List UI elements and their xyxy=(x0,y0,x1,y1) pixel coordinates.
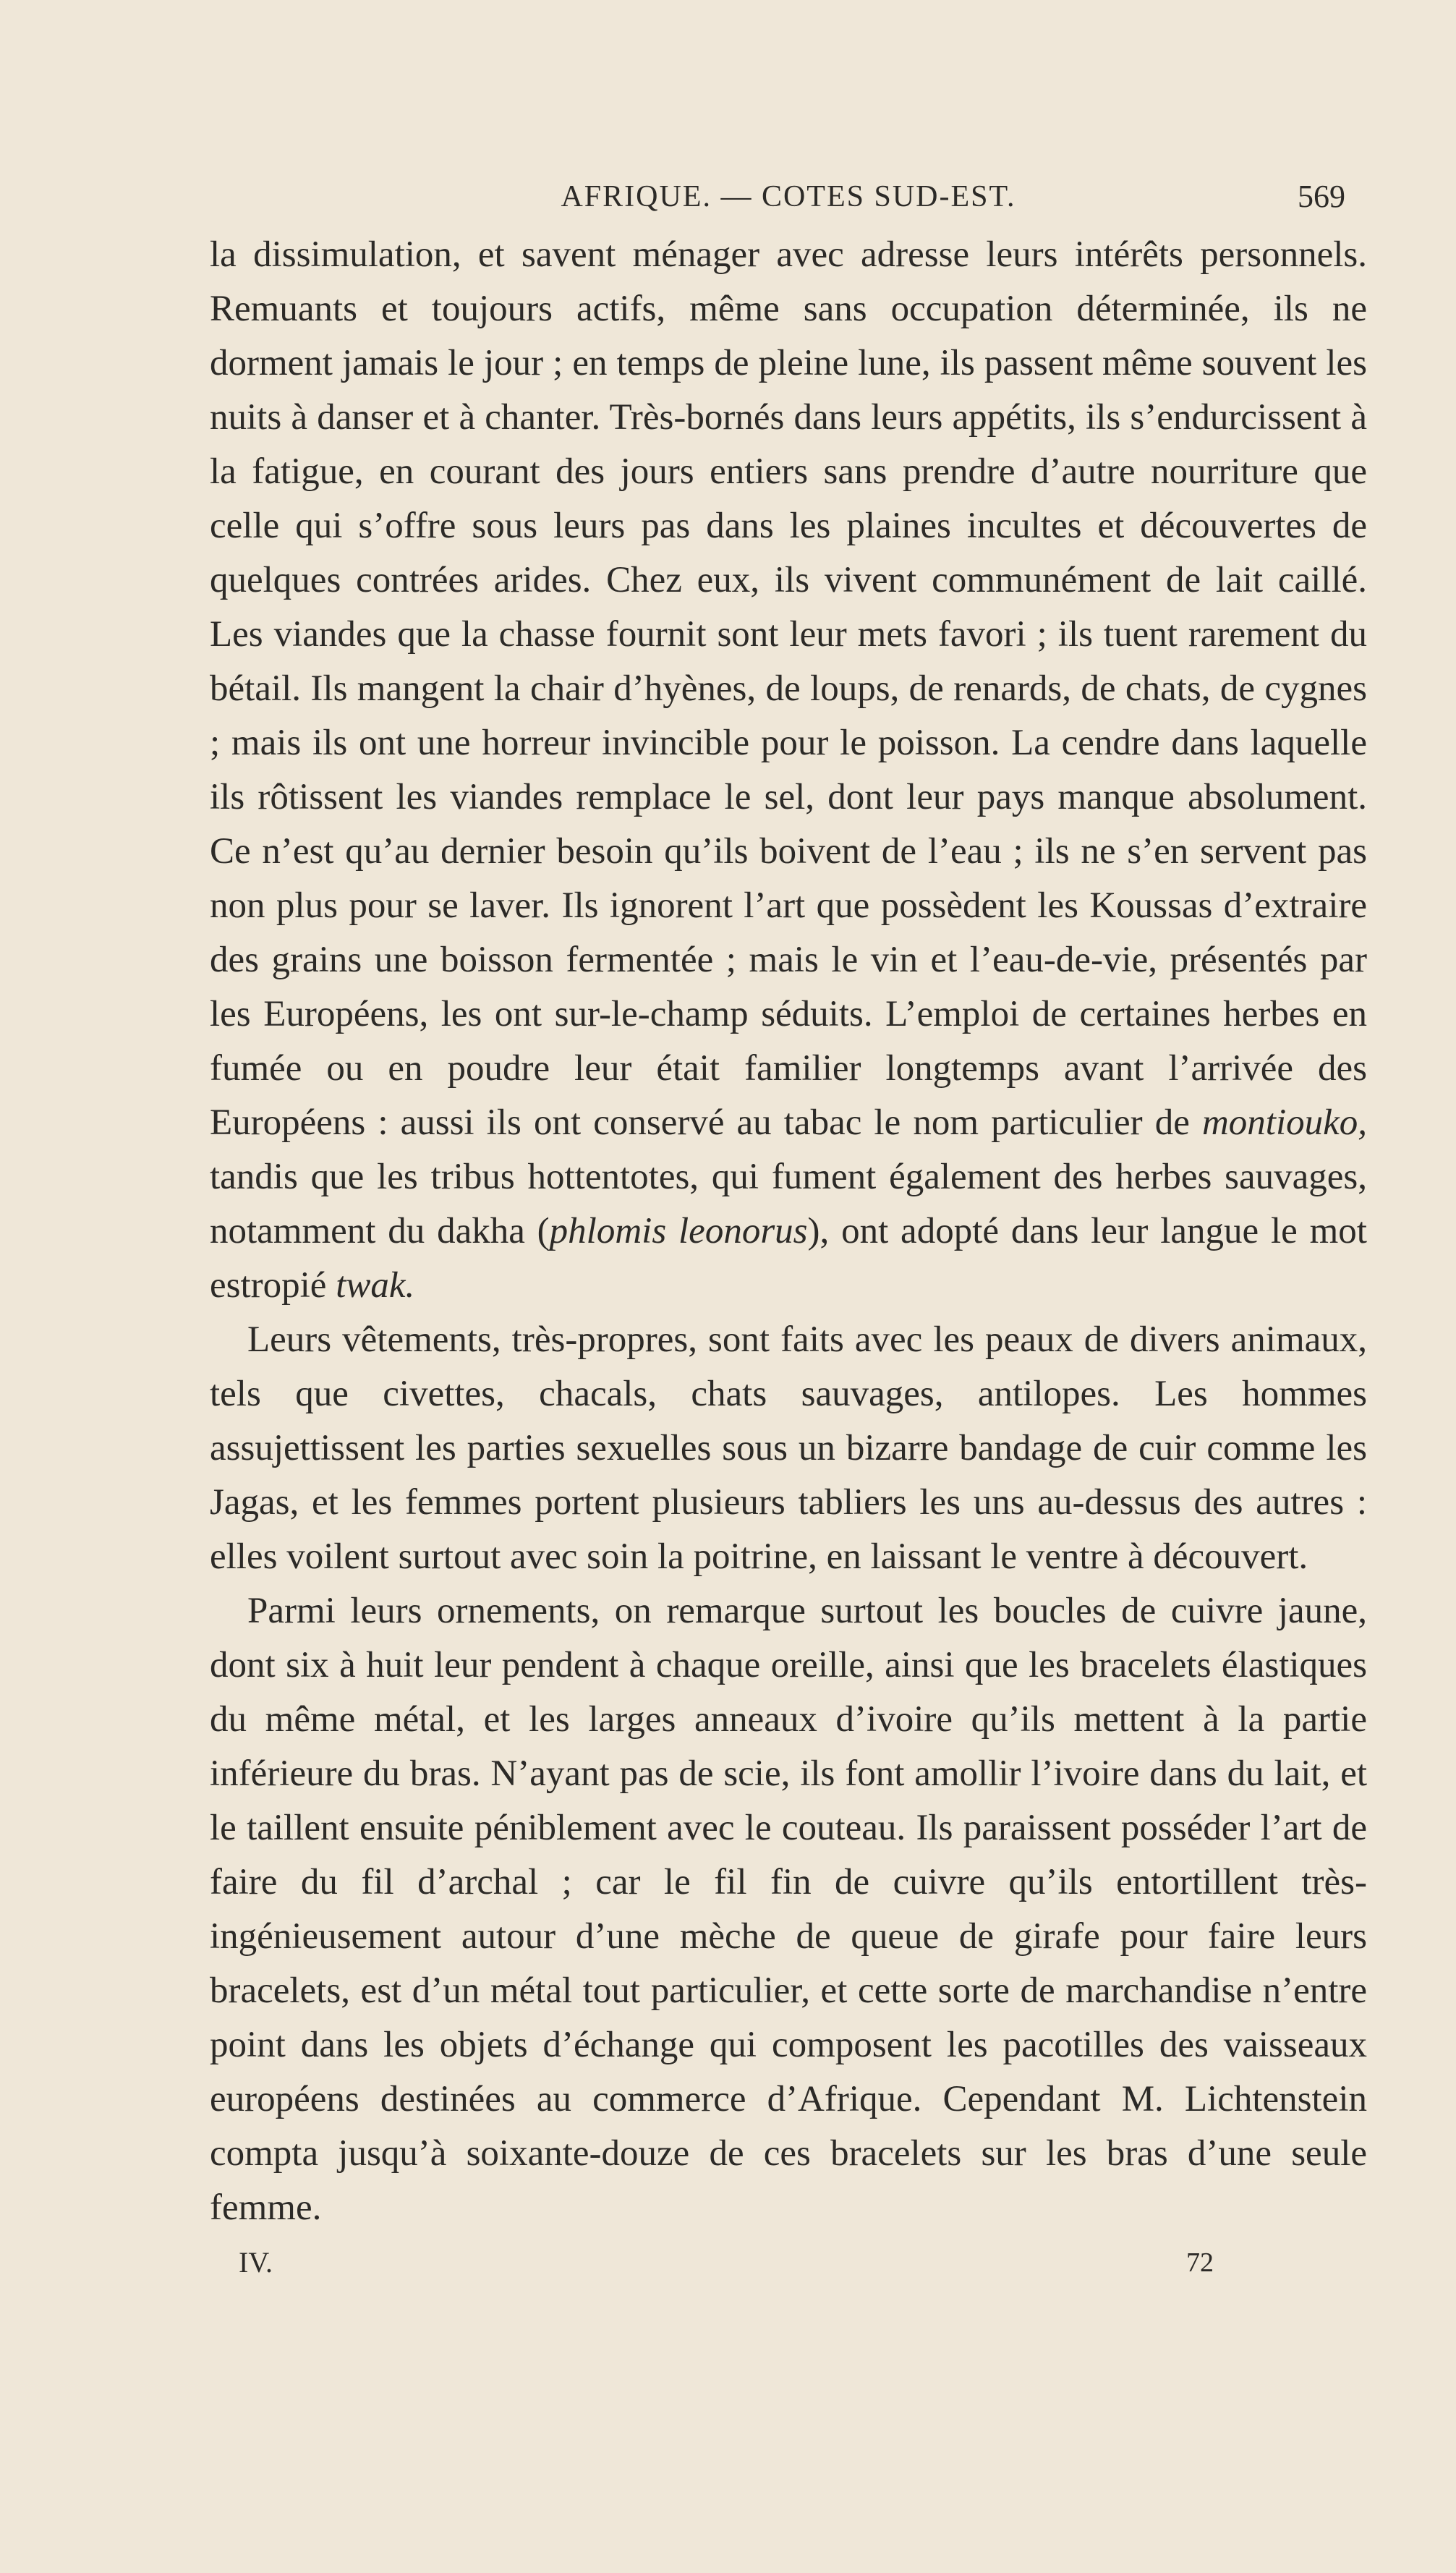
text-run: la dissimulation, et savent ménager avec adresse leurs intérêts personnels. Remuants et toujours actifs, même sans occupation déterminée, ils ne dorment jamais le jour ; en temps de pleine lune, ils passent même souvent les nuits à danser et à chanter. Très-bornés dans leurs appétits, ils s’endurcissent à la fatigue, en courant des jours entiers sans prendre d’autre nourriture que celle qui s’offre sous leurs pas dans les plaines incultes et découvertes de quelques contrées arides. Chez eux, ils vivent communément de lait caillé. Les viandes que la chasse fournit sont leur mets favori ; ils tuent rarement du bétail. Ils mangent la chair d’hyènes, de loups, de renards, de chats, de cygnes ; mais ils ont une horreur invincible pour le poisson. La cendre dans laquelle ils rôtissent les viandes remplace le sel, dont leur pays manque absolument. Ce n’est qu’au dernier besoin qu’ils boivent de l’eau ; ils ne s’en servent pas non plus pour se laver. Ils ignorent l’art que possèdent les Koussas d’extraire des grains une boisson fermentée ; mais le vin et l’eau-de-vie, présentés par les Européens, les ont sur-le-champ séduits. L’emploi de certaines herbes en fumée ou en poudre leur était familier longtemps avant l’arrivée des Européens : aussi ils ont conservé au tabac le nom particulier de xyxy=(210,234,1367,1143)
italic-text-run: montiouko, xyxy=(1201,1102,1367,1143)
body-text xyxy=(210,228,1367,2235)
signature-mark: IV. xyxy=(239,2246,273,2279)
paragraph xyxy=(210,228,1367,1313)
page-footer xyxy=(210,2240,1367,2290)
book-page xyxy=(210,174,1367,2488)
text-run: tandis que les tribus hottentotes, qui fument également des herbes sauvages, notamment du dakha ( xyxy=(210,1157,1367,1251)
running-title: AFRIQUE. — COTES SUD-EST. xyxy=(561,180,1016,213)
paragraph xyxy=(210,1584,1367,2235)
page-number: 569 xyxy=(1298,179,1345,214)
italic-text-run: twak. xyxy=(336,1265,415,1306)
paragraph xyxy=(210,1313,1367,1584)
text-run: Parmi leurs ornements, on remarque surtout les boucles de cuivre jaune, dont six à huit leur pendent à chaque oreille, ainsi que les bracelets élastiques du même métal, et les larges anneaux d’ivoire qu’ils mettent à la partie inférieure du bras. N’ayant pas de scie, ils font amollir l’ivoire dans du lait, et le taillent ensuite péniblement avec le couteau. Ils paraissent posséder l’art de faire du fil d’archal ; car le fil fin de cuivre qu’ils entortillent très-ingénieusement autour d’une mèche de queue de girafe pour faire leurs bracelets, est d’un métal tout particulier, et cette sorte de marchandise n’entre point dans les objets d’échange qui composent les pacotilles des vaisseaux européens destinées au commerce d’Afrique. Cependant M. Lichtenstein compta jusqu’à soixante-douze de ces bracelets sur les bras d’une seule femme. xyxy=(210,1591,1367,2228)
sheet-number: 72 xyxy=(1186,2247,1214,2278)
text-run: ), ont adopté dans leur langue le mot estropié xyxy=(210,1211,1367,1306)
italic-text-run: phlomis leonorus xyxy=(549,1211,808,1251)
running-head xyxy=(210,174,1367,228)
text-run: Leurs vêtements, très-propres, sont faits avec les peaux de divers animaux, tels que civettes, chacals, chats sauvages, antilopes. Les hommes assujettissent les parties sexuelles sous un bizarre bandage de cuir comme les Jagas, et les femmes portent plusieurs tabliers les uns au-dessus des autres : elles voilent surtout avec soin la poitrine, en laissant le ventre à découvert. xyxy=(210,1319,1367,1577)
